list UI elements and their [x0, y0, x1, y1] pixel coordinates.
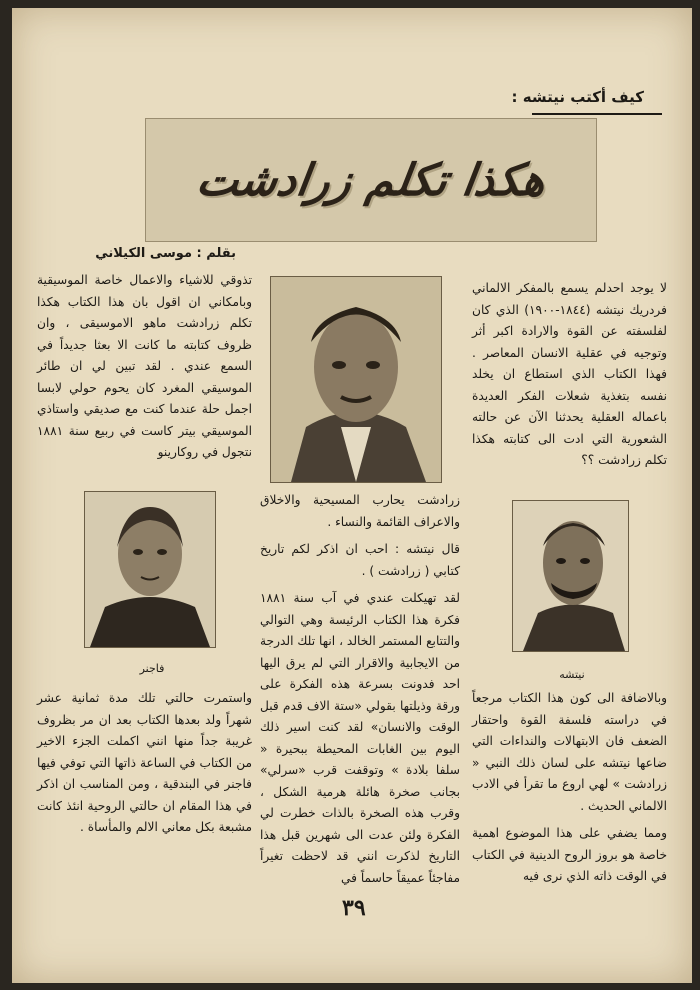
column-right-top — [472, 278, 667, 478]
paragraph: لا يوجد احدلم يسمع بالمفكر الالماني فردريك نيتشه (١٨٤٤-١٩٠٠) الذي كان لفلسفته عن القوة والارادة اكبر أثر وتوجيه في عقلية الانسان المعاصر . فهذا الكتاب الذي استطاع ان يخلد نفسه بتغذية شعلات الفكر العديدة باعماله العقلية يحدثنا الآن عن حالته الشعورية التي ادت الى كتابته هكذا تكلم زرادشت ؟؟ — [472, 281, 667, 467]
page-number: ٣٩ — [342, 895, 366, 921]
title-banner — [145, 118, 597, 242]
wagner-photo — [84, 491, 216, 648]
nietzsche-portrait-image — [513, 501, 628, 651]
column-right-bottom — [472, 688, 667, 894]
portrait-image — [271, 277, 441, 482]
magazine-page — [12, 8, 692, 983]
column-middle — [260, 490, 460, 895]
paragraph: لقد تهيكلت عندي في آب سنة ١٨٨١ فكرة هذا الكتاب الرئيسة وهي التوالي والتتابع المستمر الخالد ، انها تلك الدرجة من الايجابية والاقرار التي لم يرق اليها احد فدونت بسرعة هذه الفكرة على ورقة وذيلتها بقولي «ستة الاف قدم قبل الوقت والانسان» لقد كنت اسير ذلك اليوم بين الغابات المحيطة ببحيرة « سلفا بلادة » وتوقفت قرب «سرلي» بجانب صخرة هائلة هرمية الشكل ، وقرب هذه الصخرة بالذات خطرت لي الفكرة ولئن عدت الى شهرين قبل هذا التاريخ لذكرت انني قد لاحظت تغيراً مفاجئاً عميقاً حاسماً في — [260, 591, 460, 885]
wagner-portrait-image — [85, 492, 215, 647]
author-photo — [270, 276, 442, 483]
paragraph: زرادشت يحارب المسيحية والاخلاق والاعراف القائمة والنساء . — [260, 493, 460, 529]
banner-title: هكذا تكلم زرادشت — [193, 154, 549, 206]
paragraph: وبالاضافة الى كون هذا الكتاب مرجعاً في دراسته فلسفة القوة واحتقار الضعف فان الابتهالات والنداءات التي ضاعها نيتشه على لسان ذلك النبي « زرادشت » لهي اروع ما تقرأ في الادب الالماني الحديث . — [472, 691, 667, 813]
paragraph: قال نيتشه : احب ان اذكر لكم تاريخ كتابي ( زرادشت ) . — [260, 542, 460, 578]
wagner-caption: فاجنر — [139, 662, 165, 675]
section-label: كيف أكتب نيتشه : — [511, 88, 644, 106]
nietzsche-photo — [512, 500, 629, 652]
paragraph: واستمرت حالتي تلك مدة ثمانية عشر شهراً ولد بعدها الكتاب بعد ان مر بظروف غريبة جداً منها انني اكملت الجزء الاخير من الكتاب في الساعة ذاتها التي توفي فيها فاجنر في البندقية ، ومن المناسب ان اذكر في هذا المقام ان حالتي الروحية انئذ كانت مشبعة بكل معاني الالم والمأساة . — [37, 691, 252, 834]
paragraph: تذوقي للاشياء والاعمال خاصة الموسيقية وبامكاني ان اقول بان هذا الكتاب هكذا تكلم زرادشت ماهو الاموسيقى ، وان ظروف كتابته ما كانت الا بعثا جديداً في السمع عندي . لقد تبين لي ان طائر الموسيقي المغرد كان يحوم حولي لابسا اجمل حلة عندما كنت مع صديقي واستاذي الموسيقي بيتر كاست في ربيع سنة ١٨٨١ نتجول في روكارينو — [37, 273, 252, 459]
paragraph: ومما يضفي على هذا الموضوع اهمية خاصة هو بروز الروح الدينية في الكتاب في الوقت ذاته الذي نرى فيه — [472, 826, 667, 883]
nietzsche-caption: نيتشه — [559, 668, 585, 681]
byline: بقلم : موسى الكيلاني — [95, 246, 236, 261]
column-left-bottom — [37, 688, 252, 845]
column-left-top — [37, 270, 252, 470]
section-rule — [532, 113, 662, 115]
